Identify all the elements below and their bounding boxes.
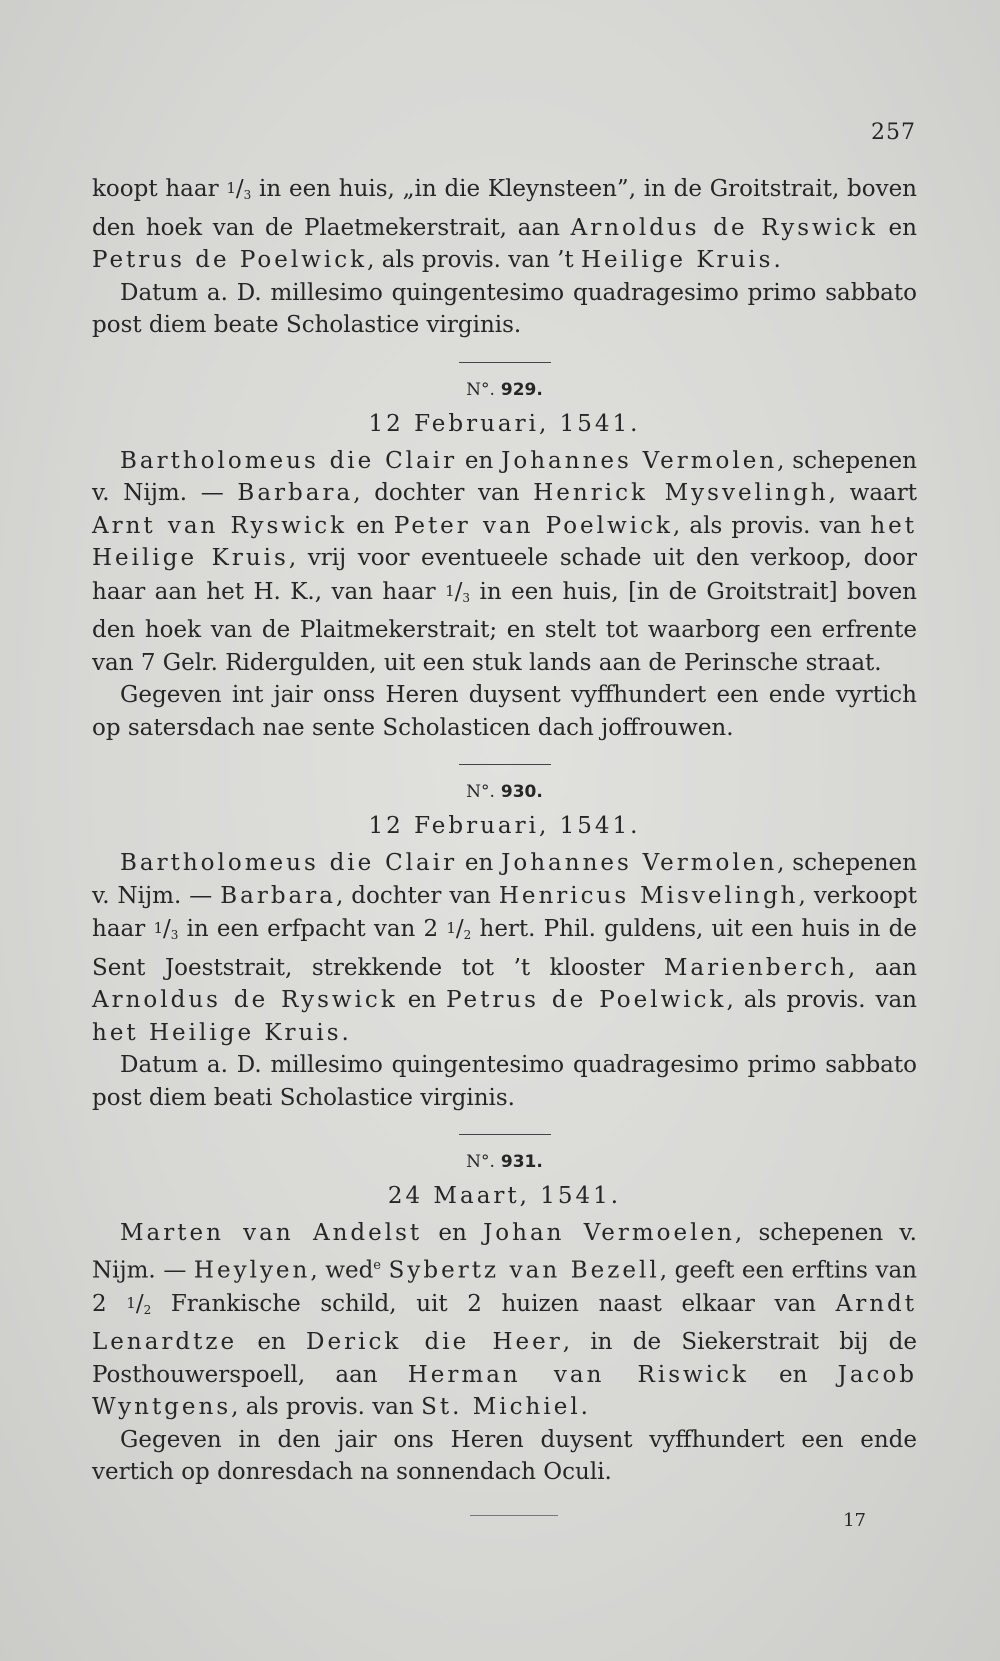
person-name: Barbara bbox=[220, 882, 336, 909]
institution-name: Heilige Kruis bbox=[580, 247, 774, 273]
entry-prefix: N°. bbox=[466, 782, 495, 802]
person-name: Sybertz van Bezell bbox=[388, 1257, 660, 1284]
fraction-denominator: 2 bbox=[143, 1302, 152, 1317]
entry-date: 24 Maart, 1541. bbox=[387, 1183, 622, 1209]
entry-body: Bartholomeus die Clair en Johannes Vermolen, schepenen v. Nijm. — Barbara, dochter van Henricus Misvelingh, verkoopt haar 1/3 in een erfpacht van 2 1/2 hert. Phil. guldens, uit een huis in de Sent Joeststrait, strekkende tot ’t klooster Marienberch, aan Arnoldus de Ryswick en Petrus de Poelwick, als provis. van het Heilige Kruis. bbox=[92, 850, 918, 1046]
fraction-denominator: 3 bbox=[462, 590, 471, 605]
fraction-numerator: 1 bbox=[226, 179, 236, 197]
entry-prefix: N°. bbox=[466, 379, 495, 400]
text-run: en bbox=[748, 1361, 838, 1388]
fraction-numerator: 1 bbox=[446, 919, 456, 937]
text-run: , in de Siekerstrait bij de Posthouwerspoell, aan bbox=[92, 1329, 917, 1388]
person-name: Herman van Riswick bbox=[407, 1361, 749, 1388]
person-name: Johannes Vermolen bbox=[501, 850, 778, 876]
text-run: en bbox=[237, 1329, 307, 1356]
person-name: Petrus de Poelwick bbox=[446, 987, 727, 1013]
entry-number-931 bbox=[92, 1149, 917, 1175]
text-run: , geeft een erftins van 2 bbox=[92, 1257, 917, 1317]
text-run: . bbox=[773, 247, 781, 273]
text-run: , dochter van bbox=[353, 480, 534, 506]
section-divider bbox=[459, 362, 551, 363]
entry-number: 929. bbox=[500, 379, 543, 400]
person-name: Barbara bbox=[237, 480, 354, 506]
entry-body: Bartholomeus die Clair en Johannes Vermolen, schepenen v. Nijm. — Barbara, dochter van Henrick Mysvelingh, waart Arnt van Ryswick en Peter van Poelwick, als provis. van het Heilige Kruis, vrij voor eventueele schade uit den verkoop, door haar aan het H. K., van haar 1/3 in een huis, [in de Groitstrait] boven den hoek van de Plaitmekerstrait; en stelt tot waarborg een erfrente van 7 Gelr. Ridergulden, uit een stuk lands aan de Perinsche straat. bbox=[92, 447, 917, 676]
entry-number: 931. bbox=[500, 1152, 543, 1172]
text-run: . bbox=[580, 1394, 588, 1421]
fraction-numerator: 1 bbox=[445, 581, 455, 600]
superscript: e bbox=[373, 1257, 381, 1273]
text-run: , schepenen v. Nijm. — bbox=[92, 1220, 917, 1284]
text-run: en bbox=[877, 214, 917, 241]
entry-number-929 bbox=[92, 377, 917, 403]
text-run: en bbox=[397, 987, 447, 1013]
person-name: Henricus Misvelingh bbox=[498, 882, 799, 909]
text-run: koopt haar bbox=[92, 176, 227, 202]
page-content bbox=[92, 172, 917, 1489]
text-run: , dochter van bbox=[335, 882, 499, 909]
person-name: Arnoldus de Ryswick bbox=[570, 214, 878, 241]
fraction-denominator: 3 bbox=[170, 928, 179, 942]
text-run: , schepenen v. Nijm. — bbox=[92, 447, 917, 506]
continuation-paragraph: koopt haar 1/3 in een huis, „in die Kleynsteen”, in de Groitstrait, boven den hoek van de Plaetmekerstrait, aan Arnoldus de Ryswick en Petrus de Poelwick, als provis. van ’t Heilige Kruis. bbox=[92, 176, 917, 273]
section-divider bbox=[459, 764, 551, 765]
entry-number-930 bbox=[92, 779, 917, 805]
text-run: in een huis, „in die Kleynsteen”, in de Groitstrait, boven den hoek van de Plaetmekerstrait, aan bbox=[92, 176, 917, 241]
text-run: en bbox=[457, 447, 502, 474]
person-name: Bartholomeus die Clair bbox=[120, 850, 458, 876]
text-run: , wed bbox=[310, 1257, 374, 1284]
text-run: , verkoopt haar bbox=[92, 882, 917, 942]
fraction-numerator: 1 bbox=[126, 1293, 136, 1312]
entry-closing: Gegeven int jair onss Heren duysent vyffhundert een ende vyrtich op satersdach nae sente Scholasticen dach joffrouwen. bbox=[92, 682, 917, 741]
text-run: en bbox=[347, 512, 394, 539]
entry-number: 930. bbox=[500, 782, 543, 802]
text-run: Frankische schild, uit 2 huizen naast elkaar van bbox=[151, 1290, 836, 1317]
person-name: Johannes Vermolen bbox=[501, 447, 778, 474]
entry-date: 12 Februari, 1541. bbox=[368, 813, 641, 839]
person-name: Arndt Lenardtze bbox=[92, 1290, 917, 1356]
entry-body: Marten van Andelst en Johan Vermoelen, schepenen v. Nijm. — Heylyen, wed$^e$ Sybertz van Bezell, geeft een erftins van 2 1/2 Frankische schild, uit 2 huizen naast elkaar van Arndt Lenardtze en Derick die Heer, in de Siekerstrait bij de Posthouwerspoell, aan Herman van Riswick en Jacob Wyntgens, als provis. van St. Michiel. bbox=[92, 1220, 918, 1421]
person-name: Petrus de Poelwick bbox=[92, 247, 368, 273]
fraction-numerator: 1 bbox=[153, 919, 163, 937]
person-name: Derick die Heer bbox=[306, 1329, 563, 1356]
text-run: hert. Phil. guldens, uit een huis in de Sent Joeststrait, strekkende tot ’t klooster bbox=[92, 916, 918, 981]
entry-closing: Gegeven in den jair ons Heren duysent vyffhundert een ende vertich op donresdach na sonnendach Oculi. bbox=[92, 1426, 917, 1486]
text-run: , als provis. van bbox=[672, 512, 871, 539]
fraction-denominator: 2 bbox=[463, 928, 472, 942]
text-run: en bbox=[457, 850, 502, 876]
institution-name: St. Michiel bbox=[421, 1394, 581, 1421]
institution-name: het Heilige Kruis bbox=[92, 512, 917, 571]
fraction-denominator: 3 bbox=[243, 188, 252, 202]
person-name: Heylyen bbox=[193, 1257, 311, 1284]
text-run: . bbox=[341, 1019, 349, 1046]
person-name: Peter van Poelwick bbox=[393, 512, 673, 539]
text-run: , als provis. van bbox=[231, 1394, 422, 1421]
text-run: in een huis, [in de Groitstrait] boven den hoek van de Plaitmekerstrait; en stelt tot waarborg een erfrente van 7 Gelr. Ridergulden, uit een stuk lands aan de Perinsche straat. bbox=[92, 578, 917, 676]
datum-paragraph: Datum a. D. millesimo quingentesimo quadragesimo primo sabbato post diem beate Scholastice virginis. bbox=[92, 279, 917, 338]
page-number: 257 bbox=[871, 120, 916, 145]
entry-date: 12 Februari, 1541. bbox=[368, 410, 641, 437]
text-run: in een erfpacht van 2 bbox=[178, 916, 447, 942]
section-divider bbox=[459, 1134, 551, 1135]
text-run: , schepenen v. Nijm. — bbox=[92, 850, 917, 909]
person-name: Marten van Andelst bbox=[120, 1220, 423, 1246]
person-name: Johan Vermoelen bbox=[483, 1220, 735, 1246]
text-run bbox=[381, 1257, 389, 1283]
text-run: , als provis. van ’t bbox=[367, 247, 581, 273]
entry-closing: Datum a. D. millesimo quingentesimo quadragesimo primo sabbato post diem beati Scholastice virginis. bbox=[92, 1052, 917, 1111]
entry-prefix: N°. bbox=[466, 1152, 495, 1172]
text-run: , aan bbox=[847, 954, 917, 981]
person-name: Bartholomeus die Clair bbox=[120, 447, 458, 474]
institution-name: het Heilige Kruis bbox=[92, 1019, 342, 1046]
footer-rule bbox=[470, 1515, 558, 1516]
person-name: Henrick Mysvelingh bbox=[533, 480, 829, 506]
person-name: Arnt van Ryswick bbox=[92, 512, 348, 539]
person-name: Jacob Wyntgens bbox=[92, 1361, 918, 1421]
text-run: , waart bbox=[828, 480, 917, 506]
text-run: , als provis. van bbox=[726, 987, 917, 1013]
signature-mark: 17 bbox=[843, 1510, 866, 1531]
place-name: Marienberch bbox=[663, 954, 848, 981]
text-run: , vrij voor eventueele schade uit den verkoop, door haar aan het H. K., van haar bbox=[92, 545, 917, 605]
text-run: en bbox=[422, 1220, 484, 1246]
person-name: Arnoldus de Ryswick bbox=[92, 987, 398, 1013]
